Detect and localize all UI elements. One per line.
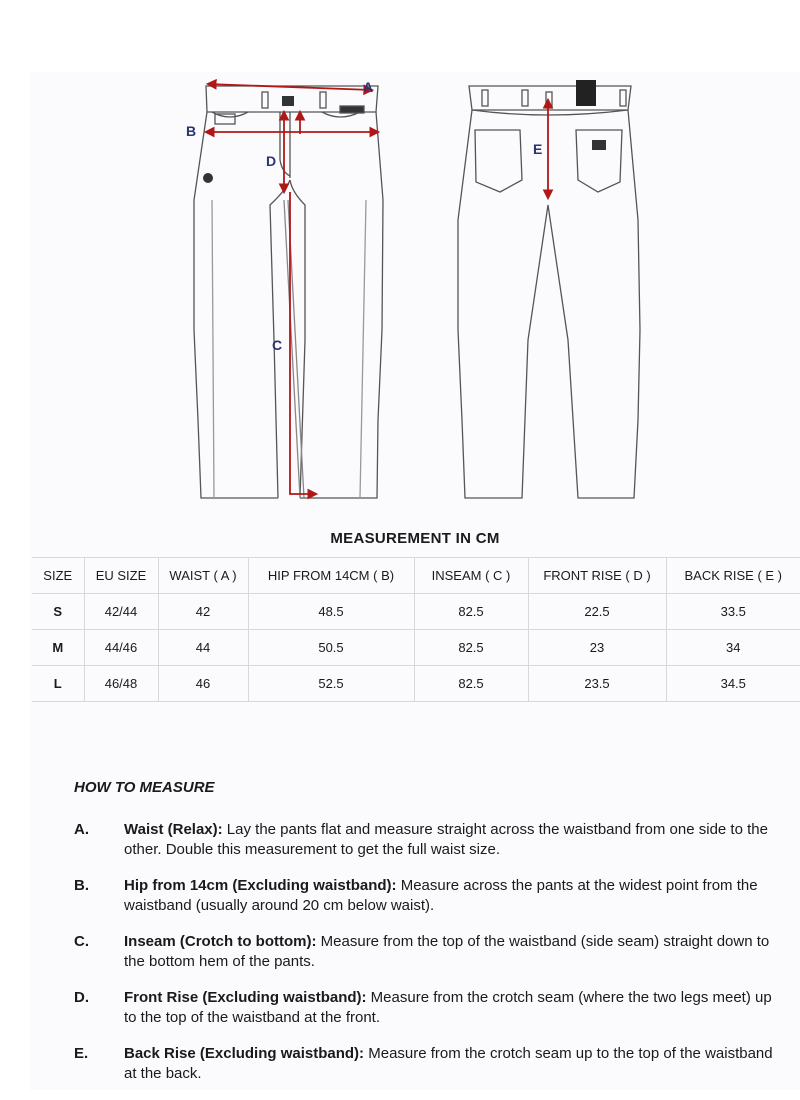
- cell-waist: 46: [158, 666, 248, 702]
- cell-back-rise: 34.5: [666, 666, 800, 702]
- step-letter: A.: [74, 821, 89, 838]
- col-inseam: INSEAM ( C ): [414, 558, 528, 594]
- cell-front-rise: 22.5: [528, 594, 666, 630]
- label-c: C: [272, 337, 283, 353]
- cell-back-rise: 33.5: [666, 594, 800, 630]
- table-row: [32, 594, 800, 630]
- cell-hip: 48.5: [248, 594, 414, 630]
- label-a: A: [363, 79, 374, 95]
- step-letter: E.: [74, 1045, 89, 1062]
- list-item: [74, 988, 774, 1028]
- cell-eu-size: 42/44: [84, 594, 158, 630]
- cell-inseam: 82.5: [414, 630, 528, 666]
- table-row: [32, 630, 800, 666]
- cell-eu-size: 46/48: [84, 666, 158, 702]
- pants-illustration: [0, 0, 800, 520]
- step-term: Front Rise (Excluding waistband):: [124, 989, 367, 1006]
- table-row: [32, 666, 800, 702]
- cell-inseam: 82.5: [414, 666, 528, 702]
- table-header-row: [32, 558, 800, 594]
- step-letter: C.: [74, 933, 89, 950]
- step-letter: B.: [74, 877, 89, 894]
- col-back-rise: BACK RISE ( E ): [666, 558, 800, 594]
- cell-back-rise: 34: [666, 630, 800, 666]
- label-d: D: [266, 153, 277, 169]
- how-to-steps: [74, 820, 774, 1100]
- list-item: [74, 820, 774, 860]
- cell-size: L: [32, 666, 84, 702]
- step-desc: Lay the pants flat and measure straight across the waistband from one side to the other. Double this measurement to get the full waist size.: [124, 821, 768, 858]
- cell-eu-size: 44/46: [84, 630, 158, 666]
- list-item: [74, 1044, 774, 1084]
- cell-front-rise: 23: [528, 630, 666, 666]
- back-label-patch: [576, 80, 596, 106]
- cell-front-rise: 23.5: [528, 666, 666, 702]
- cell-inseam: 82.5: [414, 594, 528, 630]
- front-badge-icon: [203, 173, 213, 183]
- back-pants-outline: [458, 86, 640, 498]
- step-desc: Measure from the crotch seam up to the top of the waistband at the back.: [124, 1045, 773, 1082]
- front-measure-lines: [206, 84, 378, 494]
- step-desc: Measure from the top of the waistband (side seam) straight down to the bottom hem of the pants.: [124, 933, 770, 970]
- step-letter: D.: [74, 989, 89, 1006]
- col-hip: HIP FROM 14CM ( B): [248, 558, 414, 594]
- cell-waist: 42: [158, 594, 248, 630]
- step-term: Inseam (Crotch to bottom):: [124, 933, 317, 950]
- back-pocket-badge-icon: [592, 140, 606, 150]
- cell-hip: 50.5: [248, 630, 414, 666]
- cell-waist: 44: [158, 630, 248, 666]
- size-table: [32, 557, 800, 702]
- step-term: Hip from 14cm (Excluding waistband):: [124, 877, 397, 894]
- step-term: Waist (Relax):: [124, 821, 223, 838]
- cell-size: S: [32, 594, 84, 630]
- pants-diagram: [0, 0, 800, 520]
- list-item: [74, 876, 774, 916]
- cell-hip: 52.5: [248, 666, 414, 702]
- col-eu-size: EU SIZE: [84, 558, 158, 594]
- col-front-rise: FRONT RISE ( D ): [528, 558, 666, 594]
- step-desc: Measure from the crotch seam (where the two legs meet) up to the top of the waistband at the front.: [124, 989, 772, 1026]
- table-title: MEASUREMENT IN CM: [330, 530, 500, 547]
- label-b: B: [186, 123, 197, 139]
- col-size: SIZE: [32, 558, 84, 594]
- step-desc: Measure across the pants at the widest point from the waistband (usually around 20 cm below waist).: [124, 877, 758, 914]
- cell-size: M: [32, 630, 84, 666]
- step-term: Back Rise (Excluding waistband):: [124, 1045, 365, 1062]
- col-waist: WAIST ( A ): [158, 558, 248, 594]
- how-to-heading: HOW TO MEASURE: [74, 779, 215, 796]
- list-item: [74, 932, 774, 972]
- waist-button-icon: [282, 96, 294, 106]
- label-e: E: [533, 141, 543, 157]
- front-pants-outline: [194, 86, 383, 498]
